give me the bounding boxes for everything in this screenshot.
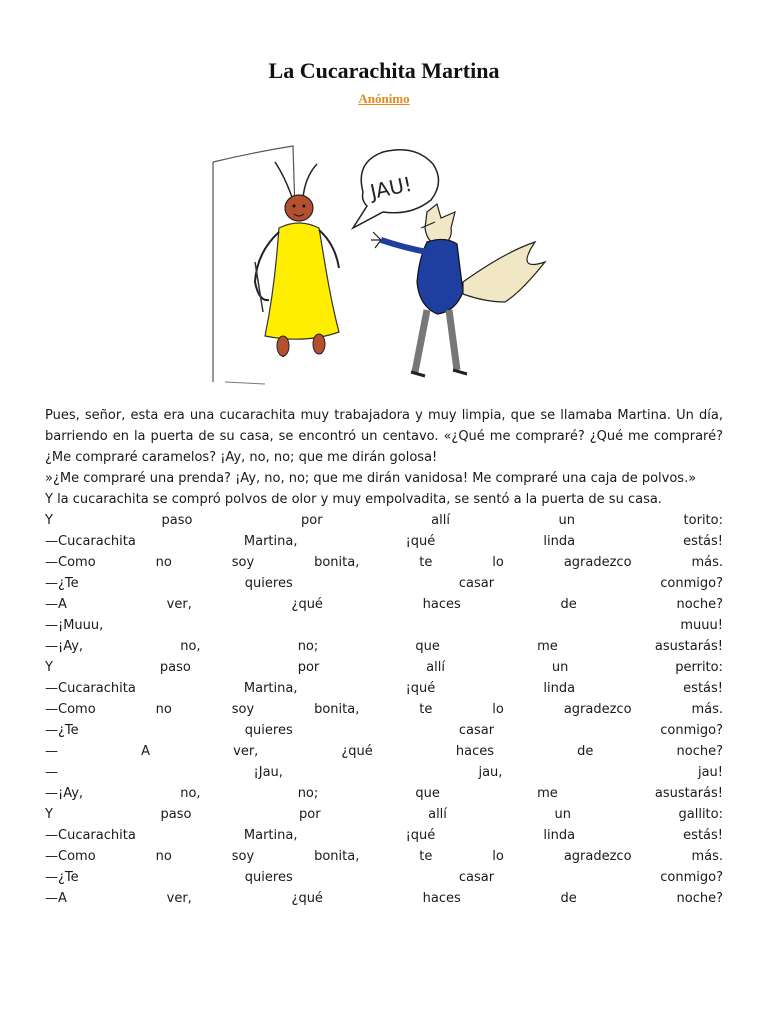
story-line-20: —¿Te quieres casar conmigo? [45,870,723,885]
story-line-19: —Como no soy bonita, te lo agradezco más. [45,849,723,864]
story-line-10: Y paso por allí un perrito: [45,660,723,675]
story-line-8: —¡Muuu, muuu! [45,618,723,633]
story-paragraph-1: Pues, señor, esta era una cucarachita muy trabajadora y muy limpia, que se llamaba Martina. Un día, barriendo en la puerta de su casa, se encontró un centavo. «¿Qué me compraré? ¿Qué me compraré? ¿Me compraré caramelos? ¡Ay, no, no; que me dirán golosa! [45,408,723,465]
story-line-11: —Cucarachita Martina, ¡qué linda estás! [45,681,723,696]
story-line-17: Y paso por allí un gallito: [45,807,723,822]
story-line-1: »¿Me compraré una prenda? ¡Ay, no, no; que me dirán vanidosa! Me compraré una caja de polvos.» [45,471,697,486]
story-line-7: —A ver, ¿qué haces de noche? [45,597,723,612]
story-line-15: — ¡Jau, jau, jau! [45,765,723,780]
story-line-18: —Cucarachita Martina, ¡qué linda estás! [45,828,723,843]
story-line-13: —¿Te quieres casar conmigo? [45,723,723,738]
story-line-21: —A ver, ¿qué haces de noche? [45,891,723,906]
story-line-12: —Como no soy bonita, te lo agradezco más. [45,702,723,717]
story-line-5: —Como no soy bonita, te lo agradezco más. [45,555,723,570]
story-line-3: Y paso por allí un torito: [45,513,723,528]
story-line-6: —¿Te quieres casar conmigo? [45,576,723,591]
page-title: La Cucarachita Martina [268,57,500,83]
story-line-16: —¡Ay, no, no; que me asustarás! [45,786,723,801]
story-line-9: —¡Ay, no, no; que me asustarás! [45,639,723,654]
author-link[interactable]: Anónimo [358,91,410,106]
speech-bubble-text: JAU! [368,171,415,204]
story-line-2: Y la cucarachita se compró polvos de olor y muy empolvadita, se sentó a la puerta de su casa. [45,492,662,507]
author-link-container [0,91,768,107]
story-line-14: — A ver, ¿qué haces de noche? [45,744,723,759]
story-line-4: —Cucarachita Martina, ¡qué linda estás! [45,534,723,549]
story-illustration [205,132,565,392]
story-text [45,405,723,909]
